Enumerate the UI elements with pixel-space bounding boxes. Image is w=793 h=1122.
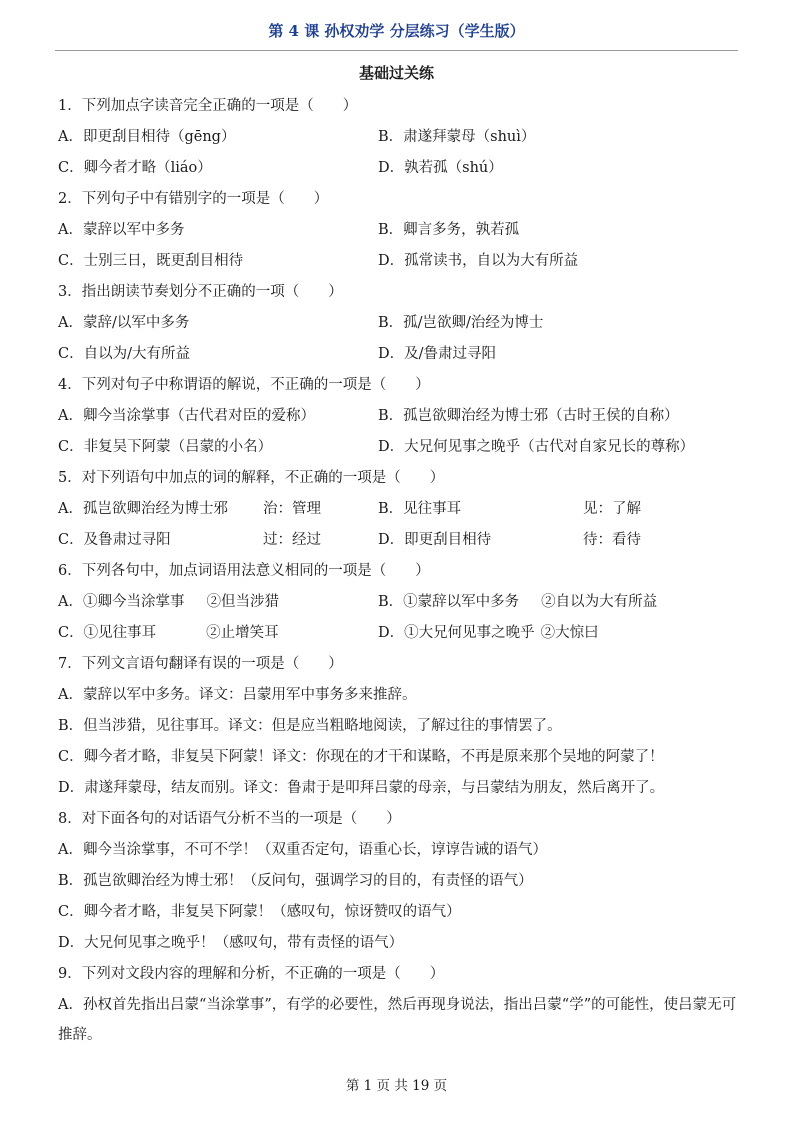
option-b-group <box>378 587 657 618</box>
option-d: D．大兄何见事之晚乎（古代对自家兄长的尊称） <box>378 439 695 455</box>
option-d: D．孤常读书，自以为大有所益 <box>378 253 579 269</box>
option-d-gloss: 待：看待 <box>583 532 641 548</box>
option-a: A．孤岂欲卿治经为博士邪 <box>58 501 228 517</box>
option-d-part1: D．①大兄何见事之晚乎 <box>378 625 535 641</box>
option-c: C．自以为/大有所益 <box>58 346 190 362</box>
option-row <box>58 618 740 649</box>
option-c: C．卿今者才略，非复吴下阿蒙！（感叹句，惊讶赞叹的语气） <box>58 904 461 920</box>
question-3 <box>58 277 740 370</box>
option-row <box>58 587 740 618</box>
question-stem: 7．下列文言语句翻译有误的一项是（ ） <box>58 656 343 672</box>
question-8 <box>58 804 740 959</box>
option-c: C．卿今者才略，非复吴下阿蒙！译文：你现在的才干和谋略，不再是原来那个吴地的阿蒙了！ <box>58 749 664 765</box>
question-stem: 9．下列对文段内容的理解和分析，不正确的一项是（ ） <box>58 966 445 982</box>
question-7 <box>58 649 740 804</box>
option-row <box>58 153 740 184</box>
option-row <box>58 215 740 246</box>
option-a: A．卿今当涂掌事（古代君对臣的爱称） <box>58 408 315 424</box>
option-d: D．孰若孤（shú） <box>378 160 503 176</box>
header-divider <box>55 50 738 51</box>
page-number: 第 1 页 共 19 页 <box>345 1078 448 1094</box>
question-4 <box>58 370 740 463</box>
question-stem: 1．下列加点字读音完全正确的一项是（ ） <box>58 98 358 114</box>
option-b-part2: ②自以为大有所益 <box>541 594 658 610</box>
option-b: B．见往事耳 <box>378 501 462 517</box>
option-b: B．孤岂欲卿治经为博士邪（古时王侯的自称） <box>378 408 679 424</box>
option-a: A．卿今当涂掌事，不可不学！（双重否定句，语重心长，谆谆告诫的语气） <box>58 842 547 858</box>
option-a: A．蒙辞以军中多务。译文：吕蒙用军中事务多来推辞。 <box>58 687 417 703</box>
option-a-part1: A．①卿今当涂掌事 <box>58 594 185 610</box>
section-title: 基础过关练 <box>358 64 434 82</box>
option-a-group <box>58 587 378 618</box>
option-b-gloss: 见：了解 <box>583 501 641 517</box>
option-row <box>58 246 740 277</box>
option-d-part2: ②大惊曰 <box>540 625 599 641</box>
option-a-gloss: 治：管理 <box>263 501 321 517</box>
document-header-title: 第 4 课 孙权劝学 分层练习（学生版） <box>268 22 525 40</box>
question-list <box>58 91 740 1050</box>
option-c: C．士别三日，既更刮目相待 <box>58 253 244 269</box>
option-a: A．孙权首先指出吕蒙“当涂掌事”，有学的必要性，然后再现身说法，指出吕蒙“学”的可能性，使吕蒙无可推辞。 <box>58 997 737 1043</box>
question-5 <box>58 463 740 556</box>
option-d: D．大兄何见事之晚乎！（感叹句，带有责怪的语气） <box>58 935 404 951</box>
option-d: D．及/鲁肃过寻阳 <box>378 346 497 362</box>
question-stem: 6．下列各句中，加点词语用法意义相同的一项是（ ） <box>58 563 430 579</box>
option-row <box>58 122 740 153</box>
option-d: D．即更刮目相待 <box>378 532 492 548</box>
question-2 <box>58 184 740 277</box>
option-row <box>58 525 740 556</box>
option-c-group <box>58 618 378 649</box>
option-row <box>58 401 740 432</box>
option-row <box>58 494 740 525</box>
option-c-part1: C．①见往事耳 <box>58 625 157 641</box>
option-b: B．孤岂欲卿治经为博士邪！（反问句，强调学习的目的，有责怪的语气） <box>58 873 533 889</box>
option-a-group <box>58 494 378 525</box>
option-b: B．但当涉猎，见往事耳。译文：但是应当粗略地阅读，了解过往的事情罢了。 <box>58 718 562 734</box>
option-row <box>58 339 740 370</box>
question-1 <box>58 91 740 184</box>
option-b: B．肃遂拜蒙母（shuì） <box>378 129 536 145</box>
option-c-part2: ②止增笑耳 <box>206 625 279 641</box>
option-c-group <box>58 525 378 556</box>
question-stem: 2．下列句子中有错别字的一项是（ ） <box>58 191 329 207</box>
option-a: A．即更刮目相待（gēng） <box>58 129 236 145</box>
option-a: A．蒙辞以军中多务 <box>58 222 185 238</box>
option-a: A．蒙辞/以军中多务 <box>58 315 190 331</box>
question-stem: 4．下列对句子中称谓语的解说，不正确的一项是（ ） <box>58 377 430 393</box>
question-stem: 3．指出朗读节奏划分不正确的一项（ ） <box>58 284 343 300</box>
option-a-part2: ②但当涉猎 <box>206 594 279 610</box>
question-stem: 8．对下面各句的对话语气分析不当的一项是（ ） <box>58 811 401 827</box>
option-row <box>58 432 740 463</box>
question-stem: 5．对下列语句中加点的词的解释，不正确的一项是（ ） <box>58 470 445 486</box>
option-b-part1: B．①蒙辞以军中多务 <box>378 594 520 610</box>
option-row <box>58 308 740 339</box>
option-c: C．及鲁肃过寻阳 <box>58 532 171 548</box>
option-c: C．卿今者才略（liáo） <box>58 160 212 176</box>
option-d-group <box>378 618 599 649</box>
option-d-group <box>378 525 641 556</box>
option-b-group <box>378 494 641 525</box>
option-d: D．肃遂拜蒙母，结友而别。译文：鲁肃于是叩拜吕蒙的母亲，与吕蒙结为朋友，然后离开了。 <box>58 780 665 796</box>
option-b: B．卿言多务，孰若孤 <box>378 222 520 238</box>
option-b: B．孤/岂欲卿/治经为博士 <box>378 315 544 331</box>
option-c: C．非复吴下阿蒙（吕蒙的小名） <box>58 439 273 455</box>
option-c-gloss: 过：经过 <box>263 532 321 548</box>
question-9 <box>58 959 740 1050</box>
question-6 <box>58 556 740 649</box>
